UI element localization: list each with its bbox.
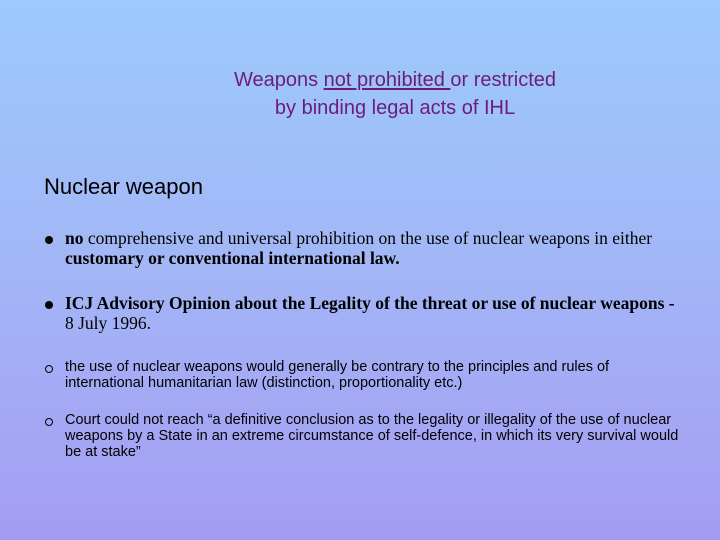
bullet-item-4 <box>44 412 684 460</box>
bullet-2-bold-text: ICJ Advisory Opinion about the Legality of the threat or use of nuclear weapons - <box>65 293 675 313</box>
hollow-circle-bullet-icon <box>44 359 53 377</box>
bullet-1-bold-start: no <box>65 228 84 248</box>
filled-circle-bullet-icon <box>44 228 53 248</box>
title-text-underlined: not prohibited <box>323 69 451 91</box>
bullet-1-bold-end: customary or conventional international law. <box>65 248 400 268</box>
filled-circle-bullet-icon <box>44 293 53 313</box>
bullet-1-text-mid: comprehensive and universal prohibition on the use of nuclear weapons in either <box>83 228 653 248</box>
bullet-item-2-text <box>65 293 684 333</box>
title-text-pre: Weapons <box>233 69 324 91</box>
bullet-item-1-text <box>65 228 684 268</box>
slide-title <box>120 66 670 122</box>
bullet-item-3 <box>44 359 684 391</box>
slide-title-line-1 <box>120 66 670 94</box>
section-heading: Nuclear weapon <box>44 174 203 199</box>
hollow-circle-bullet-icon <box>44 412 53 430</box>
bullet-item-2 <box>44 293 684 333</box>
slide-title-line-2: by binding legal acts of IHL <box>274 97 516 119</box>
bullet-item-1 <box>44 228 684 268</box>
bullet-item-3-text: the use of nuclear weapons would generally be contrary to the principles and rules of international humanitarian law (distinction, proportionality etc.) <box>65 359 610 391</box>
bullet-2-plain-text: 8 July 1996. <box>65 313 152 333</box>
bullet-item-4-text: Court could not reach “a definitive conclusion as to the legality or illegality of the use of nuclear weapons by a State in an extreme circumstance of self-defence, in which its very survival would be at stake” <box>65 412 679 460</box>
title-text-post: or restricted <box>450 69 557 91</box>
